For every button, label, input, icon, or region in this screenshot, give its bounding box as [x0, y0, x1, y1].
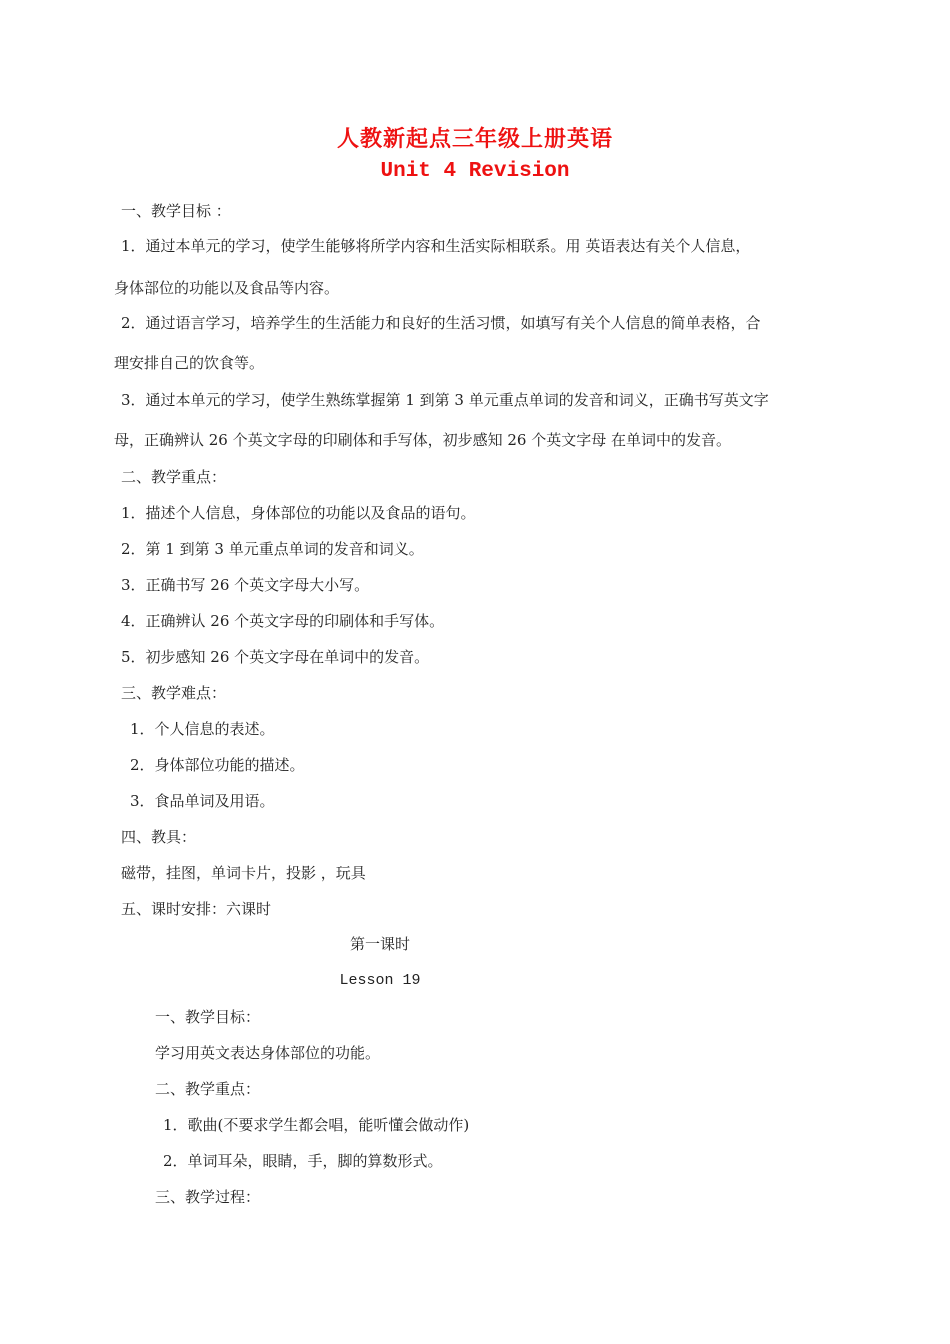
lesson-goal-text: 学习用英文表达身体部位的功能。: [155, 1044, 381, 1062]
lesson-goal-heading: 一、教学目标：: [155, 1008, 261, 1026]
key-point: 3．正确书写 26 个英文字母大小写。: [121, 576, 370, 594]
goals-heading: 一、教学目标 ：: [121, 202, 231, 220]
lesson-key-heading: 二、教学重点：: [155, 1080, 261, 1098]
tools-list: 磁带，挂图，单词卡片，投影 ，玩具: [121, 864, 366, 882]
lesson-period: 第一课时: [349, 935, 410, 953]
schedule-line: 五、课时安排：六课时: [121, 900, 272, 918]
difficulty-item: 3．食品单词及用语。: [130, 792, 275, 810]
document-subtitle: Unit 4 Revision: [380, 160, 570, 183]
document-title: 人教新起点三年级上册英语: [336, 126, 613, 152]
lesson-name: Lesson 19: [339, 972, 421, 989]
goal-line: 2．通过语言学习，培养学生的生活能力和良好的生活习惯，如填写有关个人信息的简单表格，合: [121, 314, 761, 332]
lesson-key-point: 2．单词耳朵，眼睛，手，脚的算数形式。: [163, 1152, 443, 1170]
key-point: 2．第 1 到第 3 单元重点单词的发音和词义。: [121, 540, 424, 558]
goal-line: 身体部位的功能以及食品等内容。: [114, 279, 340, 297]
lesson-key-point: 1．歌曲(不要求学生都会唱，能听懂会做动作): [163, 1116, 470, 1134]
key-point: 4．正确辨认 26 个英文字母的印刷体和手写体。: [121, 612, 445, 630]
key-point: 5．初步感知 26 个英文字母在单词中的发音。: [121, 648, 430, 666]
key-point: 1．描述个人信息，身体部位的功能以及食品的语句。: [121, 504, 476, 522]
goal-line: 3．通过本单元的学习，使学生熟练掌握第 1 到第 3 单元重点单词的发音和词义，正确书写英文字: [121, 391, 769, 409]
tools-heading: 四、教具：: [121, 828, 197, 846]
key-heading: 二、教学重点：: [121, 468, 227, 486]
goal-line: 理安排自己的饮食等。: [114, 354, 265, 372]
goal-line: 母，正确辨认 26 个英文字母的印刷体和手写体，初步感知 26 个英文字母 在单词中的发音。: [114, 431, 732, 449]
goal-line: 1．通过本单元的学习，使学生能够将所学内容和生活实际相联系。用 英语表达有关个人信息，: [121, 237, 751, 255]
difficulty-heading: 三、教学难点：: [121, 684, 227, 702]
difficulty-item: 1．个人信息的表述。: [130, 720, 275, 738]
difficulty-item: 2．身体部位功能的描述。: [130, 756, 305, 774]
lesson-process-heading: 三、教学过程：: [155, 1188, 261, 1206]
